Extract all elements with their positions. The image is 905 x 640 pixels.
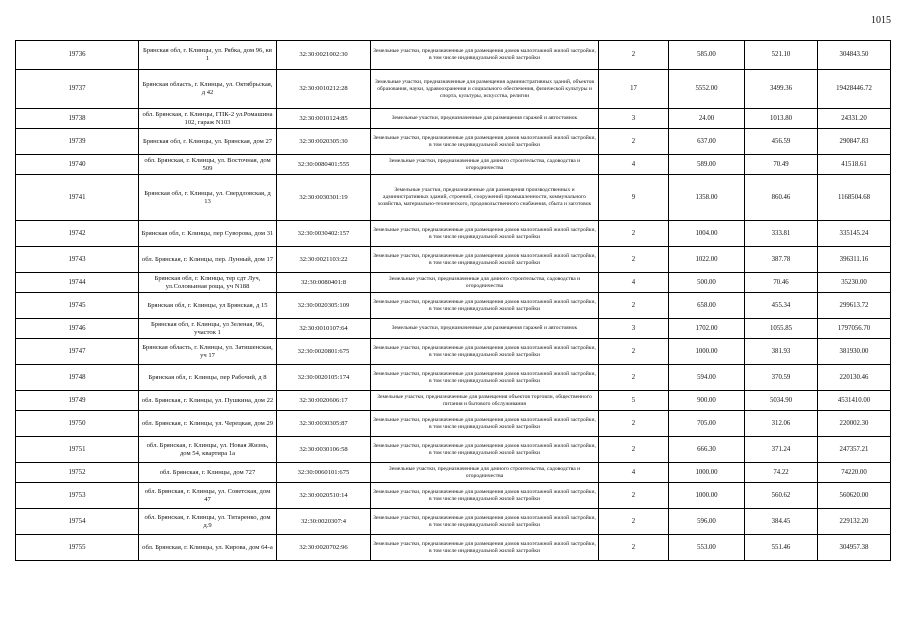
record-number-cell: 19736 (16, 41, 139, 70)
use-group-cell: 2 (599, 339, 669, 365)
land-use-cell: Земельные участки, предназначенные для размещения домов малоэтажной жилой застройки, в том числе индивидуальной жилой застройки (371, 221, 599, 247)
table-row (16, 463, 891, 483)
cadastral-number-cell: 32:30:0030402:157 (277, 221, 371, 247)
table-row (16, 483, 891, 509)
cadastral-number-cell: 32:30:0021002:30 (277, 41, 371, 70)
cadastral-value-cell: 220130.46 (818, 365, 891, 391)
land-use-cell: Земельные участки, предназначенные для дачного строительства, садоводства и огородничества (371, 155, 599, 175)
cadastral-number-cell: 32:30:0020702:96 (277, 535, 371, 561)
cadastral-number-cell: 32:30:0020606:17 (277, 391, 371, 411)
specific-value-cell: 370.59 (745, 365, 818, 391)
use-group-cell: 2 (599, 535, 669, 561)
specific-value-cell: 3499.36 (745, 70, 818, 109)
cadastral-value-cell: 304843.50 (818, 41, 891, 70)
land-use-cell: Земельные участки, предназначенные для размещения гаражей и автостоянок (371, 319, 599, 339)
record-number-cell: 19751 (16, 437, 139, 463)
record-number-cell: 19752 (16, 463, 139, 483)
area-cell: 553.00 (669, 535, 745, 561)
land-use-cell: Земельные участки, предназначенные для размещения гаражей и автостоянок (371, 109, 599, 129)
cadastral-number-cell: 32:30:0020105:174 (277, 365, 371, 391)
address-cell: Брянская область, г. Клинцы, ул. Октябрьская, д 42 (139, 70, 277, 109)
address-cell: обл. Брянская, г. Клинцы, ул. Восточная, дом 509 (139, 155, 277, 175)
record-number-cell: 19753 (16, 483, 139, 509)
area-cell: 1004.00 (669, 221, 745, 247)
cadastral-value-cell: 35230.00 (818, 273, 891, 293)
record-number-cell: 19754 (16, 509, 139, 535)
use-group-cell: 2 (599, 221, 669, 247)
area-cell: 589.00 (669, 155, 745, 175)
land-use-cell: Земельные участки, предназначенные для размещения домов малоэтажной жилой застройки, в том числе индивидуальной жилой застройки (371, 509, 599, 535)
address-cell: Брянская область, г. Клинцы, ул. Затишенская, уч 17 (139, 339, 277, 365)
record-number-cell: 19743 (16, 247, 139, 273)
table-row (16, 509, 891, 535)
table-row (16, 109, 891, 129)
table-row (16, 41, 891, 70)
record-number-cell: 19746 (16, 319, 139, 339)
cadastral-number-cell: 32:30:0010212:28 (277, 70, 371, 109)
land-use-cell: Земельные участки, предназначенные для размещения домов малоэтажной жилой застройки, в том числе индивидуальной жилой застройки (371, 247, 599, 273)
table-row (16, 247, 891, 273)
specific-value-cell: 456.59 (745, 129, 818, 155)
specific-value-cell: 455.34 (745, 293, 818, 319)
address-cell: обл. Брянская, г. Клинцы, ул. Черецкая, дом 29 (139, 411, 277, 437)
page-number: 1015 (871, 15, 891, 26)
record-number-cell: 19737 (16, 70, 139, 109)
cadastral-number-cell: 32:30:0010107:64 (277, 319, 371, 339)
record-number-cell: 19745 (16, 293, 139, 319)
address-cell: Брянская обл, г. Клинцы, ул. Брянская, дом 27 (139, 129, 277, 155)
cadastral-number-cell: 32:30:0020307:4 (277, 509, 371, 535)
address-cell: обл. Брянская, г. Клинцы, ул. Титаренко, дом д.9 (139, 509, 277, 535)
area-cell: 24.00 (669, 109, 745, 129)
area-cell: 1000.00 (669, 483, 745, 509)
cadastral-number-cell: 32:30:0021103:22 (277, 247, 371, 273)
use-group-cell: 3 (599, 319, 669, 339)
address-cell: обл. Брянская, г. Клинцы, ул. Пушкина, дом 22 (139, 391, 277, 411)
area-cell: 5552.00 (669, 70, 745, 109)
address-cell: Брянская обл, г. Клинцы, ул Брянская, д 15 (139, 293, 277, 319)
use-group-cell: 2 (599, 437, 669, 463)
specific-value-cell: 560.62 (745, 483, 818, 509)
table-row (16, 273, 891, 293)
area-cell: 500.00 (669, 273, 745, 293)
table-row (16, 293, 891, 319)
use-group-cell: 2 (599, 411, 669, 437)
cadastral-value-cell: 1797056.70 (818, 319, 891, 339)
specific-value-cell: 333.81 (745, 221, 818, 247)
cadastral-value-cell: 1168504.68 (818, 175, 891, 221)
specific-value-cell: 860.46 (745, 175, 818, 221)
record-number-cell: 19740 (16, 155, 139, 175)
specific-value-cell: 381.93 (745, 339, 818, 365)
land-use-cell: Земельные участки, предназначенные для размещения домов малоэтажной жилой застройки, в том числе индивидуальной жилой застройки (371, 293, 599, 319)
table-row (16, 535, 891, 561)
cadastral-number-cell: 32:30:0020801:675 (277, 339, 371, 365)
land-use-cell: Земельные участки, предназначенные для размещения домов малоэтажной жилой застройки, в том числе индивидуальной жилой застройки (371, 339, 599, 365)
land-use-cell: Земельные участки, предназначенные для размещения домов малоэтажной жилой застройки, в том числе индивидуальной жилой застройки (371, 437, 599, 463)
cadastral-value-cell: 41518.61 (818, 155, 891, 175)
address-cell: обл. Брянская, г. Клинцы, пер. Лунный, дом 17 (139, 247, 277, 273)
use-group-cell: 2 (599, 483, 669, 509)
use-group-cell: 4 (599, 155, 669, 175)
cadastral-value-cell: 304957.38 (818, 535, 891, 561)
address-cell: Брянская обл, г. Клинцы, пер Суворова, дом 31 (139, 221, 277, 247)
record-number-cell: 19744 (16, 273, 139, 293)
cadastral-number-cell: 32:30:0030301:19 (277, 175, 371, 221)
address-cell: обл. Брянская, г. Клинцы, ул. Кирова, дом 64-а (139, 535, 277, 561)
address-cell: обл. Брянская, г. Клинцы, ГПК-2 ул.Ромашина 102, гараж N103 (139, 109, 277, 129)
area-cell: 585.00 (669, 41, 745, 70)
cadastral-number-cell: 32:30:0020305:30 (277, 129, 371, 155)
cadastral-value-cell: 74220.00 (818, 463, 891, 483)
use-group-cell: 17 (599, 70, 669, 109)
table-row (16, 339, 891, 365)
cadastral-value-cell: 299613.72 (818, 293, 891, 319)
specific-value-cell: 371.24 (745, 437, 818, 463)
area-cell: 594.00 (669, 365, 745, 391)
land-use-cell: Земельные участки, предназначенные для размещения домов малоэтажной жилой застройки, в том числе индивидуальной жилой застройки (371, 41, 599, 70)
record-number-cell: 19747 (16, 339, 139, 365)
area-cell: 666.30 (669, 437, 745, 463)
specific-value-cell: 70.49 (745, 155, 818, 175)
area-cell: 1000.00 (669, 463, 745, 483)
cadastral-number-cell: 32:30:0080401:8 (277, 273, 371, 293)
land-use-cell: Земельные участки, предназначенные для размещения административных зданий, объектов образования, науки, здравоохранения и социального обеспечения, физической культуры и спорта, культуры, искусства, религии (371, 70, 599, 109)
cadastral-number-cell: 32:30:0030305:87 (277, 411, 371, 437)
specific-value-cell: 70.46 (745, 273, 818, 293)
area-cell: 596.00 (669, 509, 745, 535)
land-use-cell: Земельные участки, предназначенные для размещения производственных и административных зданий, строений, сооружений промышленности, коммунального хозяйства, материально-технического, продовольственного снабжения, сбыта и заготовок (371, 175, 599, 221)
use-group-cell: 9 (599, 175, 669, 221)
specific-value-cell: 1055.85 (745, 319, 818, 339)
address-cell: Брянская обл, г. Клинцы, ул Зеленая, 96, участок 1 (139, 319, 277, 339)
record-number-cell: 19749 (16, 391, 139, 411)
cadastral-number-cell: 32:30:0030106:58 (277, 437, 371, 463)
specific-value-cell: 387.78 (745, 247, 818, 273)
specific-value-cell: 5034.90 (745, 391, 818, 411)
address-cell: обл. Брянская, г. Клинцы, ул. Новая Жизнь, дом 54, квартира 1а (139, 437, 277, 463)
cadastral-value-cell: 4531410.00 (818, 391, 891, 411)
specific-value-cell: 74.22 (745, 463, 818, 483)
land-use-cell: Земельные участки, предназначенные для размещения домов малоэтажной жилой застройки, в том числе индивидуальной жилой застройки (371, 483, 599, 509)
table-row (16, 411, 891, 437)
record-number-cell: 19741 (16, 175, 139, 221)
use-group-cell: 2 (599, 129, 669, 155)
table-row (16, 129, 891, 155)
record-number-cell: 19739 (16, 129, 139, 155)
record-number-cell: 19750 (16, 411, 139, 437)
address-cell: Брянская обл, г. Клинцы, ул. Свердловская, д 13 (139, 175, 277, 221)
table-row (16, 155, 891, 175)
land-use-cell: Земельные участки, предназначенные для дачного строительства, садоводства и огородничества (371, 273, 599, 293)
address-cell: Брянская обл, г. Клинцы, пер Рабочий, д 8 (139, 365, 277, 391)
specific-value-cell: 1013.80 (745, 109, 818, 129)
area-cell: 1702.00 (669, 319, 745, 339)
cadastral-value-cell: 290847.83 (818, 129, 891, 155)
cadastral-number-cell: 32:30:0060101:675 (277, 463, 371, 483)
area-cell: 1022.00 (669, 247, 745, 273)
record-number-cell: 19738 (16, 109, 139, 129)
land-use-cell: Земельные участки, предназначенные для размещения объектов торговли, общественного питания и бытового обслуживания (371, 391, 599, 411)
specific-value-cell: 521.10 (745, 41, 818, 70)
specific-value-cell: 551.46 (745, 535, 818, 561)
address-cell: обл. Брянская, г. Клинцы, ул. Советская, дом 47 (139, 483, 277, 509)
cadastral-value-cell: 396311.16 (818, 247, 891, 273)
area-cell: 1000.00 (669, 339, 745, 365)
land-register-table (15, 40, 891, 561)
specific-value-cell: 384.45 (745, 509, 818, 535)
record-number-cell: 19742 (16, 221, 139, 247)
cadastral-value-cell: 381930.00 (818, 339, 891, 365)
use-group-cell: 2 (599, 293, 669, 319)
land-use-cell: Земельные участки, предназначенные для размещения домов малоэтажной жилой застройки, в том числе индивидуальной жилой застройки (371, 535, 599, 561)
cadastral-number-cell: 32:30:0020305:109 (277, 293, 371, 319)
cadastral-value-cell: 229132.20 (818, 509, 891, 535)
address-cell: Брянская обл, г. Клинцы, тер сдт Луч, ул.Соловьиная роща, уч N188 (139, 273, 277, 293)
cadastral-value-cell: 560620.00 (818, 483, 891, 509)
land-use-cell: Земельные участки, предназначенные для размещения домов малоэтажной жилой застройки, в том числе индивидуальной жилой застройки (371, 365, 599, 391)
record-number-cell: 19755 (16, 535, 139, 561)
area-cell: 900.00 (669, 391, 745, 411)
use-group-cell: 3 (599, 109, 669, 129)
address-cell: Брянская обл, г. Клинцы, ул. Рябка, дом 96, кв 1 (139, 41, 277, 70)
table-row (16, 365, 891, 391)
table-row (16, 437, 891, 463)
cadastral-value-cell: 220002.30 (818, 411, 891, 437)
land-use-cell: Земельные участки, предназначенные для размещения домов малоэтажной жилой застройки, в том числе индивидуальной жилой застройки (371, 129, 599, 155)
cadastral-value-cell: 247357.21 (818, 437, 891, 463)
register-body (16, 41, 891, 561)
use-group-cell: 2 (599, 509, 669, 535)
land-use-cell: Земельные участки, предназначенные для дачного строительства, садоводства и огородничества (371, 463, 599, 483)
record-number-cell: 19748 (16, 365, 139, 391)
cadastral-value-cell: 19428446.72 (818, 70, 891, 109)
cadastral-number-cell: 32:30:0010124:85 (277, 109, 371, 129)
cadastral-value-cell: 24331.20 (818, 109, 891, 129)
use-group-cell: 5 (599, 391, 669, 411)
cadastral-number-cell: 32:30:0020510:14 (277, 483, 371, 509)
area-cell: 658.00 (669, 293, 745, 319)
specific-value-cell: 312.06 (745, 411, 818, 437)
use-group-cell: 4 (599, 273, 669, 293)
cadastral-number-cell: 32:30:0080401:555 (277, 155, 371, 175)
use-group-cell: 2 (599, 365, 669, 391)
cadastral-value-cell: 335145.24 (818, 221, 891, 247)
table-row (16, 319, 891, 339)
table-row (16, 70, 891, 109)
use-group-cell: 4 (599, 463, 669, 483)
area-cell: 637.00 (669, 129, 745, 155)
land-use-cell: Земельные участки, предназначенные для размещения домов малоэтажной жилой застройки, в том числе индивидуальной жилой застройки (371, 411, 599, 437)
area-cell: 1358.00 (669, 175, 745, 221)
table-row (16, 175, 891, 221)
use-group-cell: 2 (599, 41, 669, 70)
table-row (16, 391, 891, 411)
table-row (16, 221, 891, 247)
address-cell: обл. Брянская, г. Клинцы, дом 727 (139, 463, 277, 483)
use-group-cell: 2 (599, 247, 669, 273)
area-cell: 705.00 (669, 411, 745, 437)
